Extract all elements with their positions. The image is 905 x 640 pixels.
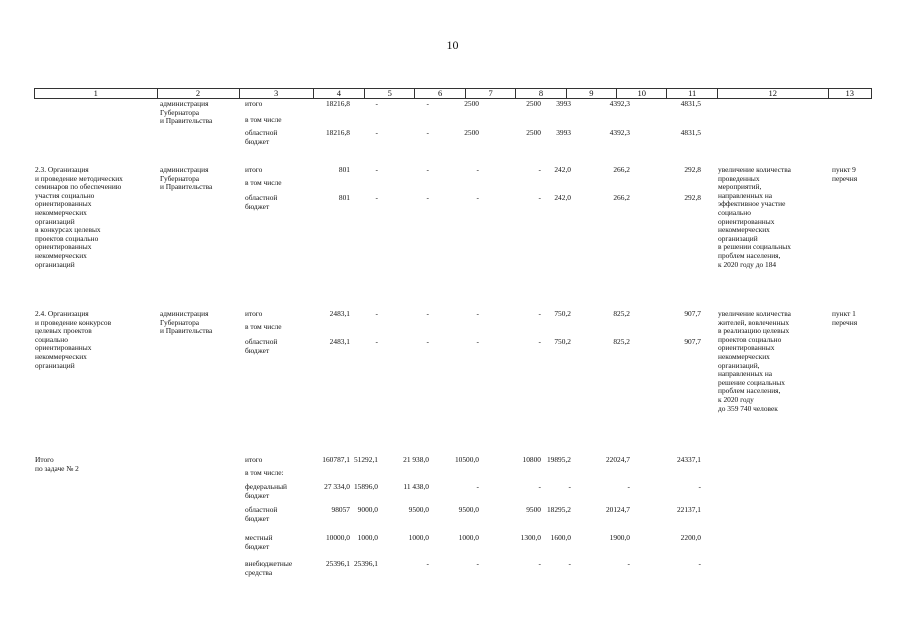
funding-value: 1600,0 — [550, 533, 571, 542]
funding-value: - — [476, 337, 479, 346]
funding-value: - — [476, 559, 479, 568]
funding-value: - — [426, 193, 429, 202]
funding-value: 15896,0 — [353, 482, 378, 491]
funding-value: - — [538, 337, 541, 346]
header-cell: 11 — [667, 89, 717, 98]
funding-value: - — [426, 559, 429, 568]
funding-value: 21 938,0 — [403, 455, 429, 464]
funding-value: 3993 — [556, 128, 571, 137]
header-cell: 13 — [845, 88, 855, 98]
funding-value: 242,0 — [554, 193, 571, 202]
funding-value: 4831,5 — [680, 99, 701, 108]
funding-value: 292,8 — [684, 193, 701, 202]
funding-value: 9500,0 — [458, 505, 479, 514]
funding-value: 51292,1 — [353, 455, 378, 464]
funding-value: 2483,1 — [329, 309, 350, 318]
page-number: 10 — [446, 38, 459, 52]
header-cell: 10 — [617, 89, 667, 98]
funding-value: - — [568, 559, 571, 568]
funding-value: 907,7 — [684, 337, 701, 346]
funding-value: 1000,0 — [458, 533, 479, 542]
header-cell: 8 — [516, 89, 566, 98]
funding-source-label: областной бюджет — [245, 337, 278, 355]
header-cell: 6 — [415, 89, 465, 98]
funding-value: 18216,8 — [325, 99, 350, 108]
funding-value: - — [375, 99, 378, 108]
header-cell: 9 — [567, 89, 617, 98]
funding-value: 9000,0 — [357, 505, 378, 514]
header-cell: 3 — [240, 89, 314, 98]
funding-value: - — [375, 309, 378, 318]
funding-source-label: областной бюджет — [245, 128, 278, 146]
funding-value: 98057 — [331, 505, 350, 514]
funding-value: 2500 — [464, 99, 479, 108]
funding-value: 9500,0 — [408, 505, 429, 514]
event-name: Итого по задаче № 2 — [35, 455, 79, 473]
funding-value: 11 438,0 — [403, 482, 429, 491]
funding-value: 18216,8 — [325, 128, 350, 137]
funding-value: 2500 — [526, 128, 541, 137]
funding-value: 825,2 — [613, 337, 630, 346]
funding-source-label: итого — [245, 99, 263, 108]
funding-source-label: итого — [245, 309, 263, 318]
funding-source-label: областной бюджет — [245, 505, 278, 523]
funding-value: 9500 — [526, 505, 541, 514]
header-cell: 5 — [365, 89, 415, 98]
funding-value: - — [375, 128, 378, 137]
funding-value: 907,7 — [684, 309, 701, 318]
funding-value: - — [538, 193, 541, 202]
funding-value: - — [698, 559, 701, 568]
header-cell: 2 — [158, 89, 240, 98]
funding-source-label: итого — [245, 165, 263, 174]
reference: пункт 9 перечня — [832, 165, 858, 183]
executor: администрация Губернатора и Правительства — [160, 165, 213, 192]
executor: администрация Губернатора и Правительства — [160, 309, 213, 336]
funding-value: 25396,1 — [325, 559, 350, 568]
funding-value: 3993 — [556, 99, 571, 108]
funding-value: 825,2 — [613, 309, 630, 318]
funding-source-label: федеральный бюджет — [245, 482, 287, 500]
header-cell: 4 — [314, 89, 365, 98]
funding-source-label: внебюджетные средства — [245, 559, 293, 577]
funding-value: 266,2 — [613, 165, 630, 174]
funding-source-label: итого — [245, 455, 263, 464]
funding-value: 24337,1 — [676, 455, 701, 464]
funding-value: - — [476, 165, 479, 174]
funding-value: 4831,5 — [680, 128, 701, 137]
funding-source-label: в том числе — [245, 115, 282, 124]
funding-value: - — [476, 482, 479, 491]
funding-value: 4392,3 — [609, 99, 630, 108]
funding-value: 801 — [338, 193, 350, 202]
funding-value: 20124,7 — [605, 505, 630, 514]
funding-value: - — [627, 559, 630, 568]
funding-value: 2483,1 — [329, 337, 350, 346]
funding-value: 18295,2 — [546, 505, 571, 514]
expected-result: увеличение количества проведенных мероприятий, направленных на эффективное участие социально ориентированных некоммерческих организаций в решении социальных проблем населения, к 2020 году до 184 — [718, 165, 791, 269]
funding-value: 1000,0 — [357, 533, 378, 542]
funding-value: 19895,2 — [546, 455, 571, 464]
funding-value: - — [538, 165, 541, 174]
executor: администрация Губернатора и Правительства — [160, 99, 213, 126]
funding-source-label: в том числе — [245, 322, 282, 331]
event-name: 2.4. Организация и проведение конкурсов целевых проектов социально ориентированных некоммерческих организаций — [35, 309, 112, 370]
table-header — [34, 88, 872, 99]
funding-source-label: в том числе: — [245, 468, 284, 477]
header-cell: 7 — [466, 89, 516, 98]
funding-value: 10800 — [522, 455, 541, 464]
funding-value: 750,2 — [554, 309, 571, 318]
funding-value: - — [538, 559, 541, 568]
reference: пункт 1 перечня — [832, 309, 858, 327]
funding-value: 22137,1 — [676, 505, 701, 514]
funding-value: 2500 — [464, 128, 479, 137]
funding-value: 27 334,0 — [324, 482, 350, 491]
funding-value: 2500 — [526, 99, 541, 108]
funding-value: - — [698, 482, 701, 491]
funding-value: 4392,3 — [609, 128, 630, 137]
header-cell: 1 — [35, 89, 158, 98]
funding-value: 25396,1 — [353, 559, 378, 568]
funding-value: - — [476, 193, 479, 202]
funding-value: 1900,0 — [609, 533, 630, 542]
funding-value: 22024,7 — [605, 455, 630, 464]
funding-value: - — [476, 309, 479, 318]
funding-value: - — [375, 165, 378, 174]
funding-source-label: местный бюджет — [245, 533, 273, 551]
funding-source-label: областной бюджет — [245, 193, 278, 211]
funding-value: - — [426, 99, 429, 108]
funding-value: 1000,0 — [408, 533, 429, 542]
funding-value: 160787,1 — [322, 455, 350, 464]
funding-value: 242,0 — [554, 165, 571, 174]
funding-source-label: в том числе — [245, 178, 282, 187]
funding-value: 10500,0 — [454, 455, 479, 464]
funding-value: - — [627, 482, 630, 491]
funding-value: - — [538, 309, 541, 318]
funding-value: 266,2 — [613, 193, 630, 202]
expected-result: увеличение количества жителей, вовлеченных в реализацию целевых проектов социально ориентированных некоммерческих организаций, направленных на решение социальных проблем населения, к 2020 году до 359 740 человек — [718, 309, 791, 413]
funding-value: 750,2 — [554, 337, 571, 346]
event-name: 2.3. Организация и проведение методических семинаров по обеспечению участия социально ориентированных некоммерческих организаций в конкурсах целевых проектов социально ориентированных некоммерческих организаций — [35, 165, 123, 269]
funding-value: 10000,0 — [325, 533, 350, 542]
funding-value: 1300,0 — [520, 533, 541, 542]
funding-value: - — [426, 309, 429, 318]
funding-value: - — [375, 337, 378, 346]
funding-value: 292,8 — [684, 165, 701, 174]
header-cell: 12 — [718, 89, 829, 98]
funding-value: - — [568, 482, 571, 491]
funding-value: - — [426, 128, 429, 137]
funding-value: - — [426, 165, 429, 174]
funding-value: - — [375, 193, 378, 202]
funding-value: - — [538, 482, 541, 491]
funding-value: 801 — [338, 165, 350, 174]
funding-value: - — [426, 337, 429, 346]
funding-value: 2200,0 — [680, 533, 701, 542]
